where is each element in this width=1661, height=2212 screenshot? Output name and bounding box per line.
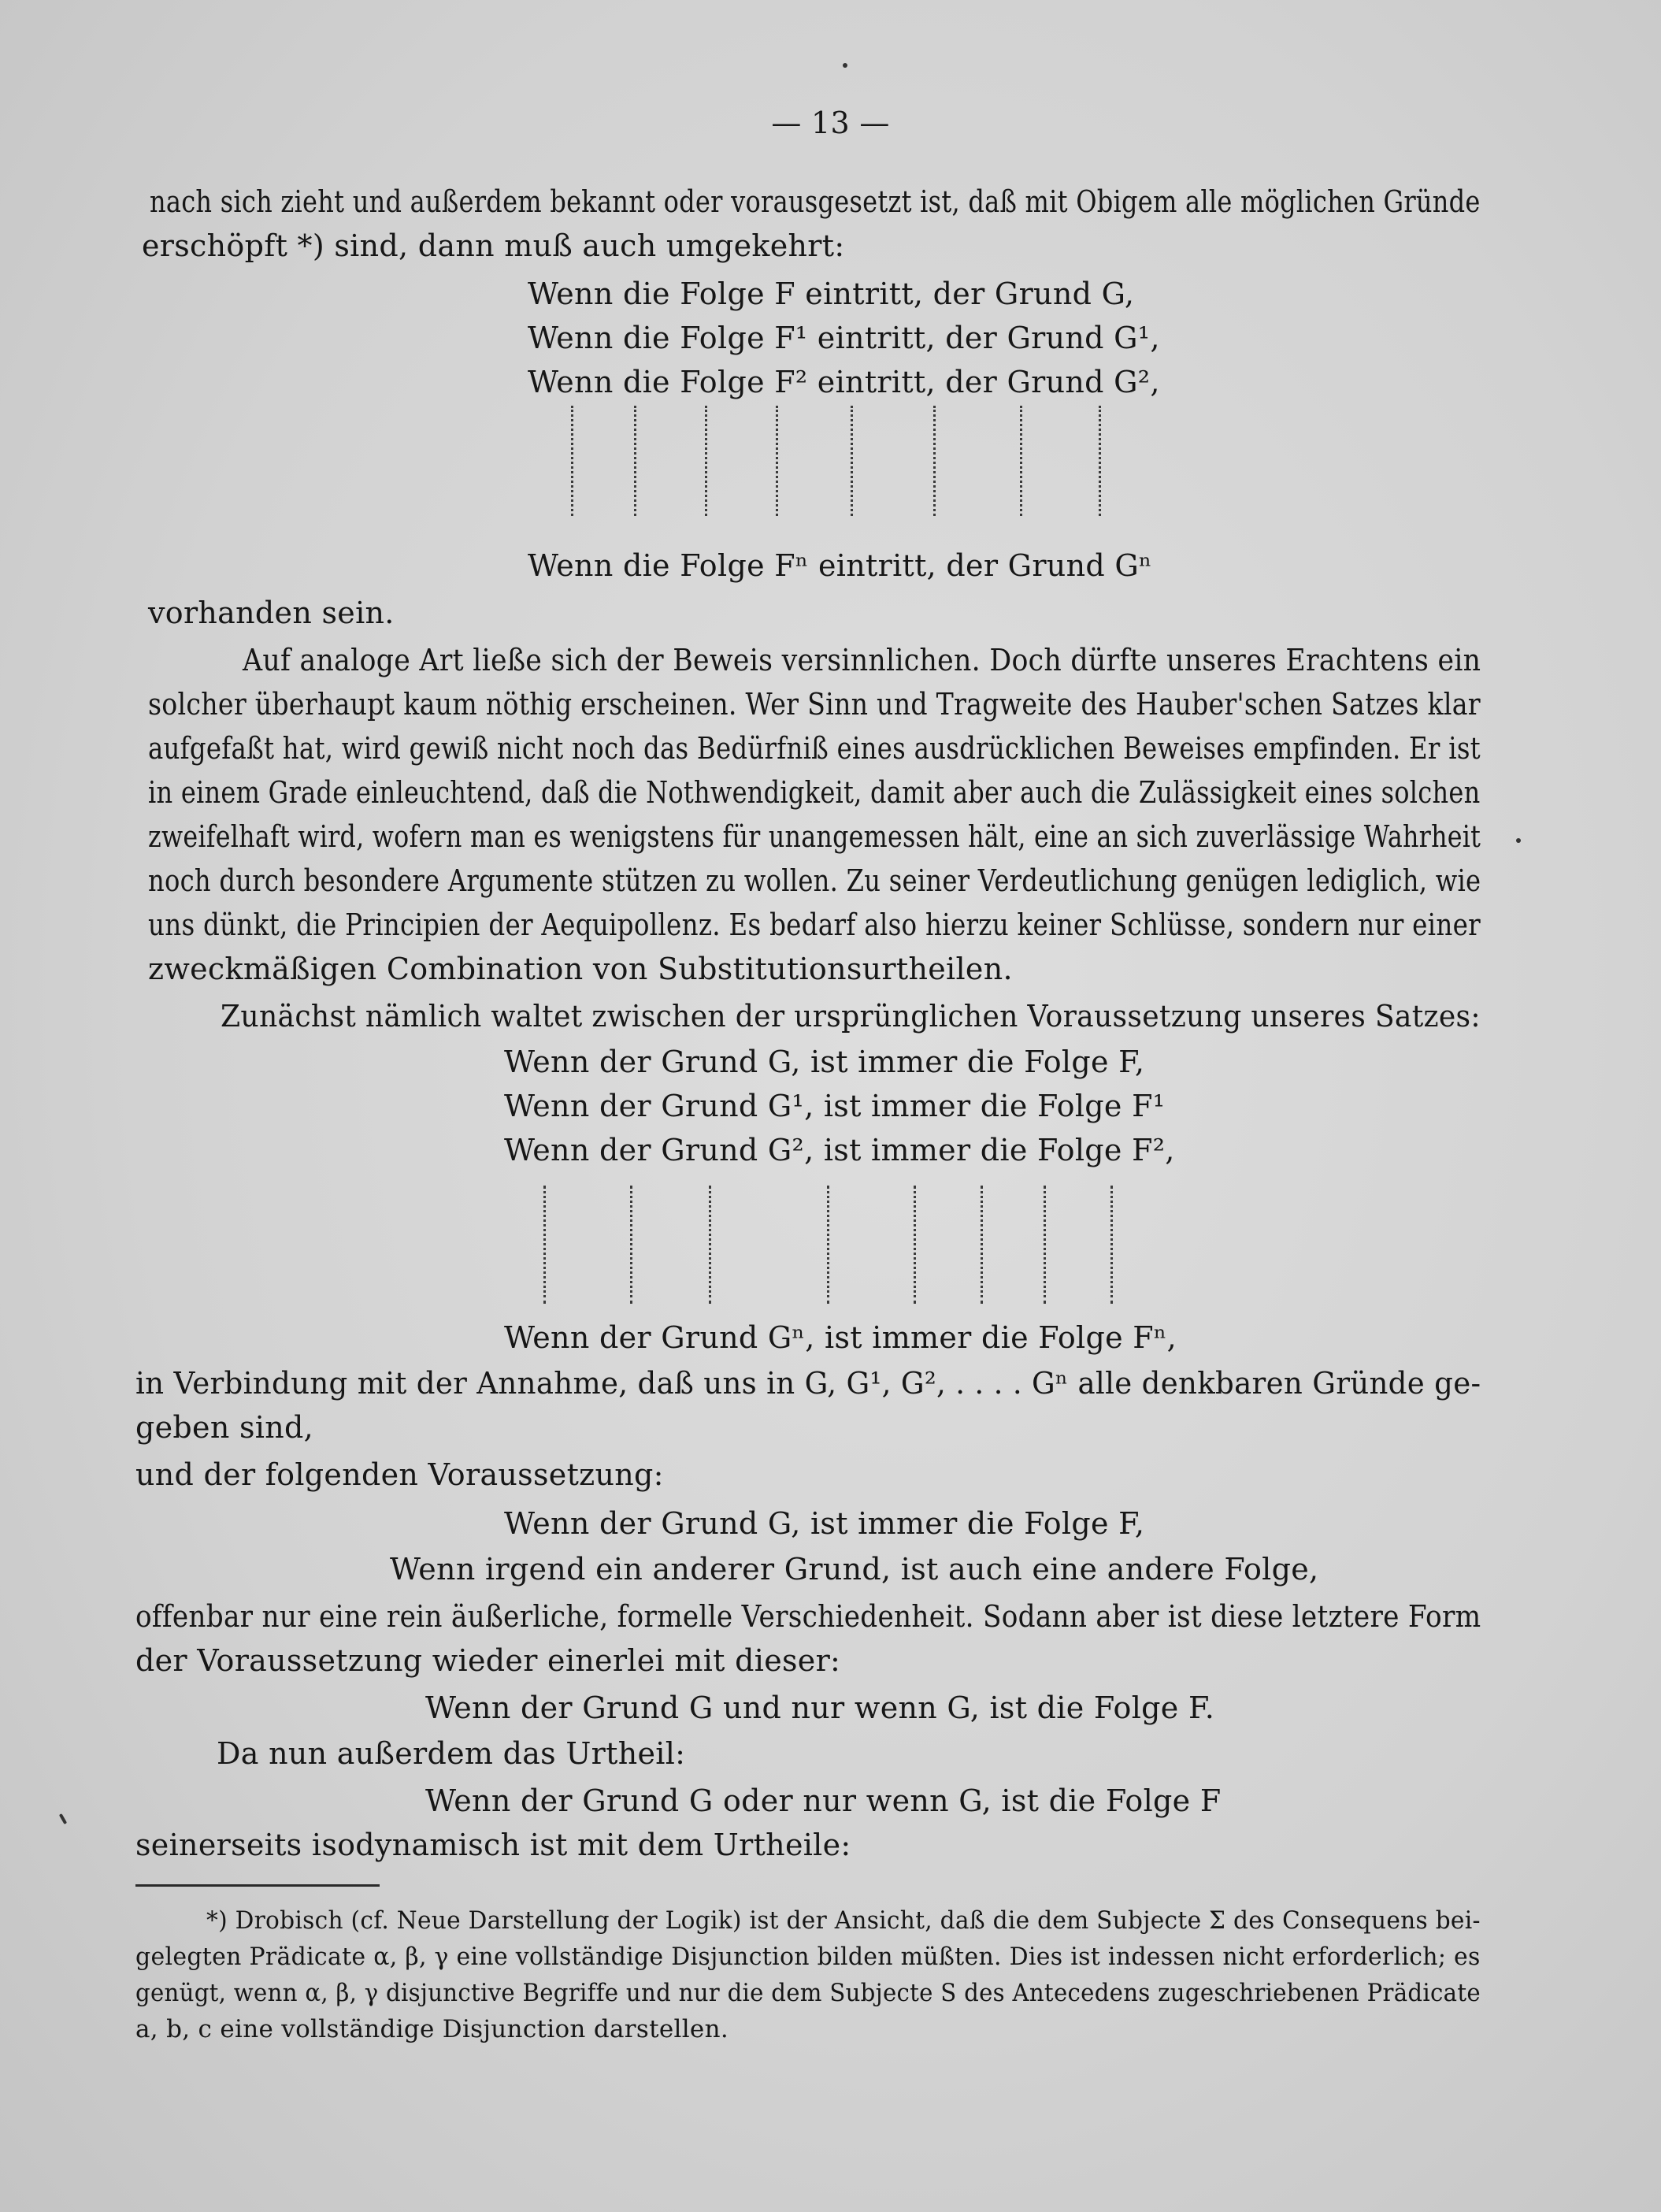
text-line: seinerseits isodynamisch ist mit dem Urtheile: — [135, 1828, 851, 1862]
text-line: Wenn der Grund G¹, ist immer die Folge F¹ — [504, 1089, 1166, 1123]
text-line: zweifelhaft wird, wofern man es wenigstens für unangemessen hält, eine an sich zuverlässige Wahrheit — [148, 819, 1481, 854]
text-line: in Verbindung mit der Annahme, daß uns in G, G¹, G², . . . . Gⁿ alle denkbaren Gründe ge- — [135, 1366, 1481, 1401]
footnote-line: genügt, wenn α, β, γ disjunctive Begriffe und nur die dem Subjecte S des Antecedens zugeschriebenen Prädicate — [135, 1979, 1481, 2007]
ink-speck — [843, 63, 847, 68]
text-line: zweckmäßigen Combination von Substitutionsurtheilen. — [148, 952, 1013, 986]
text-line: aufgefaßt hat, wird gewiß nicht noch das Bedürfniß eines ausdrücklichen Beweises empfinden. Er ist — [148, 731, 1481, 766]
text-line: noch durch besondere Argumente stützen zu wollen. Zu seiner Verdeutlichung genügen lediglich, wie — [148, 863, 1481, 898]
text-line: solcher überhaupt kaum nöthig erscheinen. Wer Sinn und Tragweite des Hauber'schen Satzes klar — [148, 687, 1481, 722]
text-line: Wenn die Folge Fⁿ eintritt, der Grund Gⁿ — [528, 548, 1152, 583]
text-line: offenbar nur eine rein äußerliche, formelle Verschiedenheit. Sodann aber ist diese letztere Form — [135, 1599, 1481, 1634]
text-line: Wenn der Grund G, ist immer die Folge F, — [504, 1506, 1145, 1541]
footnote-line: a, b, c eine vollständige Disjunction darstellen. — [135, 2015, 729, 2043]
text-line: Wenn die Folge F¹ eintritt, der Grund G¹, — [528, 321, 1160, 355]
text-line: Wenn der Grund G und nur wenn G, ist die Folge F. — [425, 1691, 1215, 1725]
text-line: nach sich zieht und außerdem bekannt oder vorausgesetzt ist, daß mit Obigem alle möglichen Gründe — [150, 184, 1481, 219]
footnote-divider — [135, 1884, 380, 1887]
text-line: Wenn der Grund Gⁿ, ist immer die Folge Fⁿ, — [504, 1320, 1177, 1355]
text-line: Wenn der Grund G², ist immer die Folge F², — [504, 1133, 1175, 1167]
text-line: erschöpft *) sind, dann muß auch umgekehrt: — [142, 228, 845, 263]
text-line: vorhanden sein. — [148, 596, 395, 630]
text-line: Wenn der Grund G oder nur wenn G, ist die Folge F — [425, 1783, 1222, 1818]
text-line: Wenn der Grund G, ist immer die Folge F, — [504, 1045, 1145, 1079]
text-line: Wenn die Folge F² eintritt, der Grund G², — [528, 365, 1160, 399]
text-line: uns dünkt, die Principien der Aequipollenz. Es bedarf also hierzu keiner Schlüsse, sondern nur einer — [148, 907, 1481, 942]
footnote-line: gelegten Prädicate α, β, γ eine vollständige Disjunction bilden müßten. Dies ist indessen nicht erforderlich; es — [135, 1943, 1481, 1971]
text-line: in einem Grade einleuchtend, daß die Nothwendigkeit, damit aber auch die Zulässigkeit eines solchen — [148, 775, 1481, 810]
text-line: Wenn die Folge F eintritt, der Grund G, — [528, 276, 1135, 311]
text-line: der Voraussetzung wieder einerlei mit dieser: — [135, 1643, 841, 1678]
ink-speck — [1516, 838, 1521, 843]
text-line: Auf analoge Art ließe sich der Beweis versinnlichen. Doch dürfte unseres Erachtens ein — [243, 643, 1481, 677]
text-line: Zunächst nämlich waltet zwischen der ursprünglichen Voraussetzung unseres Satzes: — [221, 999, 1481, 1034]
text-line: Wenn irgend ein anderer Grund, ist auch eine andere Folge, — [390, 1552, 1319, 1587]
footnote-line: *) Drobisch (cf. Neue Darstellung der Logik) ist der Ansicht, daß die dem Subjecte Σ des Consequens bei- — [206, 1906, 1481, 1935]
ink-speck — [59, 1813, 67, 1824]
text-line: geben sind, — [135, 1410, 314, 1445]
text-line: und der folgenden Voraussetzung: — [135, 1457, 664, 1492]
text-line: Da nun außerdem das Urtheil: — [217, 1736, 686, 1771]
page-number: — 13 — — [771, 106, 890, 140]
